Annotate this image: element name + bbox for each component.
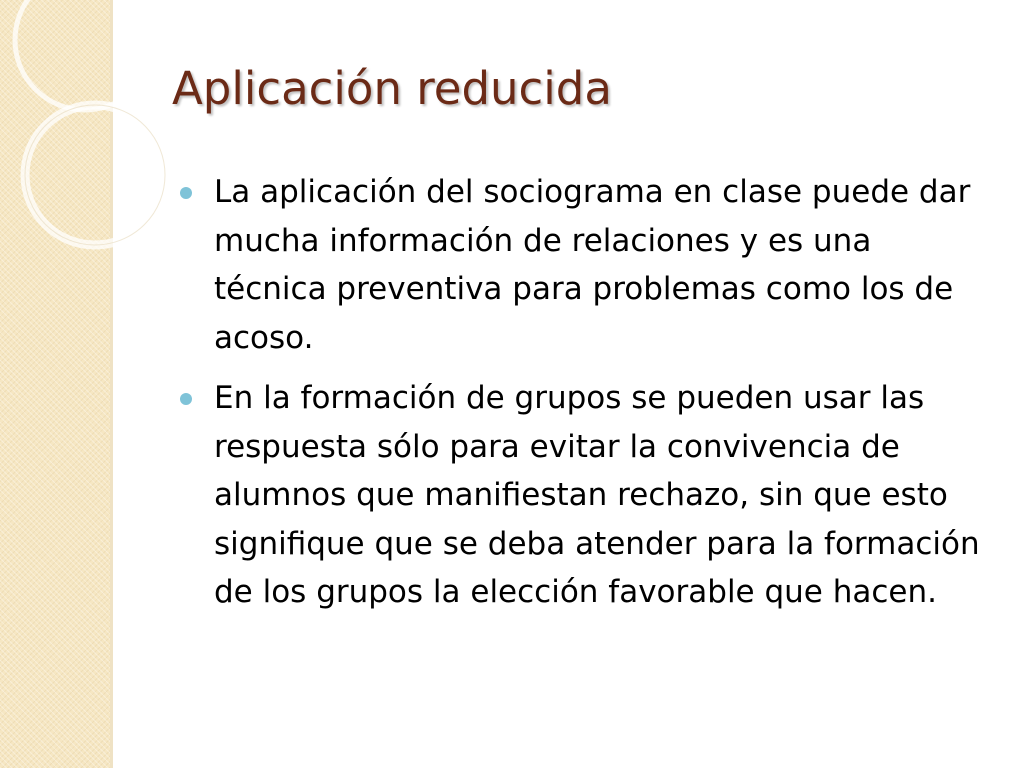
bullet-text: En la formación de grupos se pueden usar las respuesta sólo para evitar la convivencia de alumnos que manifiestan rechazo, sin que esto signifique que se deba atender para la formación de los grupos la elección favorable que hacen. — [214, 380, 980, 610]
bullet-text: La aplicación del sociograma en clase puede dar mucha información de relaciones y es una técnica preventiva para problemas como los de acoso. — [214, 174, 971, 356]
ring-decoration-icon — [0, 0, 140, 260]
bullet-dot-icon — [180, 187, 192, 199]
slide-title: Aplicación reducida — [172, 62, 612, 115]
bullet-item — [180, 374, 990, 617]
bullet-list — [180, 168, 990, 629]
bullet-item — [180, 168, 990, 362]
bullet-dot-icon — [180, 393, 192, 405]
